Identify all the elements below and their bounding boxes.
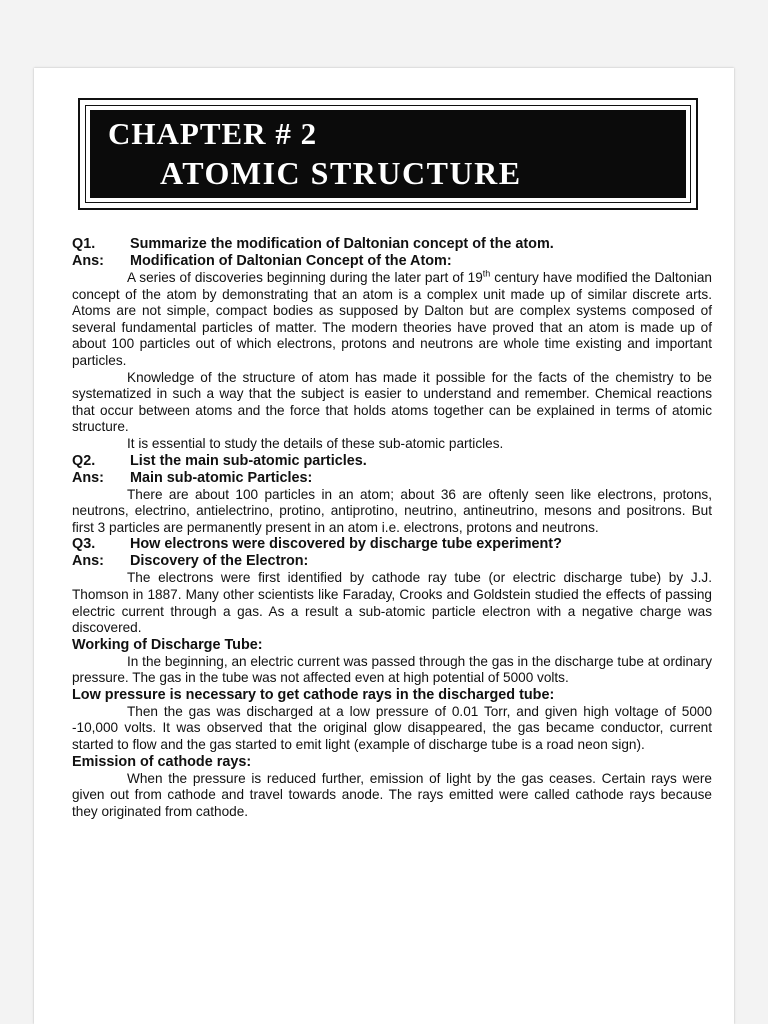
paragraph: Then the gas was discharged at a low pressure of 0.01 Torr, and given high voltage of 5000 -10,000 volts. It was observed that the original glow disappeared, the gas became conductor, current started to flow and the gas started to emit light (example of discharge tube is a road neon sign). [72,703,712,753]
answer-tag: Ans: [72,253,104,269]
answer-3-heading [72,553,712,570]
section-heading: Working of Discharge Tube: [72,636,263,653]
answer-2-heading [72,470,712,487]
document-page [34,68,734,1024]
question-text: List the main sub-atomic particles. [130,452,367,469]
answer-tag: Ans: [72,553,104,570]
answer-heading: Main sub-atomic Particles: [130,469,313,486]
chapter-banner [78,98,698,210]
section-heading: Emission of cathode rays: [72,753,252,770]
answer-tag: Ans: [72,469,104,486]
chapter-subtitle: ATOMIC STRUCTURE [160,155,522,191]
question-2 [72,453,712,470]
question-3 [72,536,712,553]
question-tag: Q1. [72,236,96,252]
question-1 [72,236,712,253]
answer-heading: Discovery of the Electron: [130,553,309,570]
paragraph: When the pressure is reduced further, emission of light by the gas ceases. Certain rays were given out from cathode and travel towards anode. The rays emitted were called cathode rays because they originated from cathode. [72,770,712,819]
paragraph: There are about 100 particles in an atom; about 36 are oftenly seen like electrons, protons, neutrons, electrino, antielectrino, protino, antiprotino, neutrino, antineutrino, mesons and positrons. But first 3 particles are permanently present in an atom i.e. electrons, protons and neutrons. [72,486,712,535]
question-text: Summarize the modification of Daltonian concept of the atom. [130,236,554,252]
question-tag: Q3. [72,536,96,553]
question-text: How electrons were discovered by discharge tube experiment? [130,536,562,553]
answer-heading: Modification of Daltonian Concept of the Atom: [130,253,452,269]
paragraph: It is essential to study the details of these sub-atomic particles. [127,435,504,451]
document-body [72,236,712,820]
section-heading: Low pressure is necessary to get cathode rays in the discharged tube: [72,686,555,703]
answer-1-heading [72,253,712,270]
paragraph: In the beginning, an electric current was passed through the gas in the discharge tube at ordinary pressure. The gas in the tube was not affected even at high potential of 5000 volts. [72,653,712,686]
question-tag: Q2. [72,452,96,469]
paragraph: The electrons were first identified by cathode ray tube (or electric discharge tube) by J.J. Thomson in 1887. Many other scientists like Faraday, Crooks and Goldstein studied the effects of passing electric current through a gas. As a result a sub-atomic particle electron with a negative charge was discovered. [72,570,712,636]
chapter-title: CHAPTER # 2 [108,116,318,151]
paragraph: Knowledge of the structure of atom has made it possible for the facts of the chemistry to be systematized in such a way that the subject is easier to understand and remember. Chemical reactions that occur between atoms and the force that holds atoms together can be explained in terms of atomic structure. [72,369,712,435]
paragraph: A series of discoveries beginning during the later part of 19th century have modified the Daltonian concept of the atom by demonstrating that an atom is a complex unit made up of similar discrete arts. Atoms are not simple, compact bodies as supposed by Dalton but are complex systems composed of several fundamental particles of matter. The modern theories have proved that an atom is made up of about 100 particles out of which electrons, protons and neutrons are whole time existing and important particles. [72,268,712,368]
